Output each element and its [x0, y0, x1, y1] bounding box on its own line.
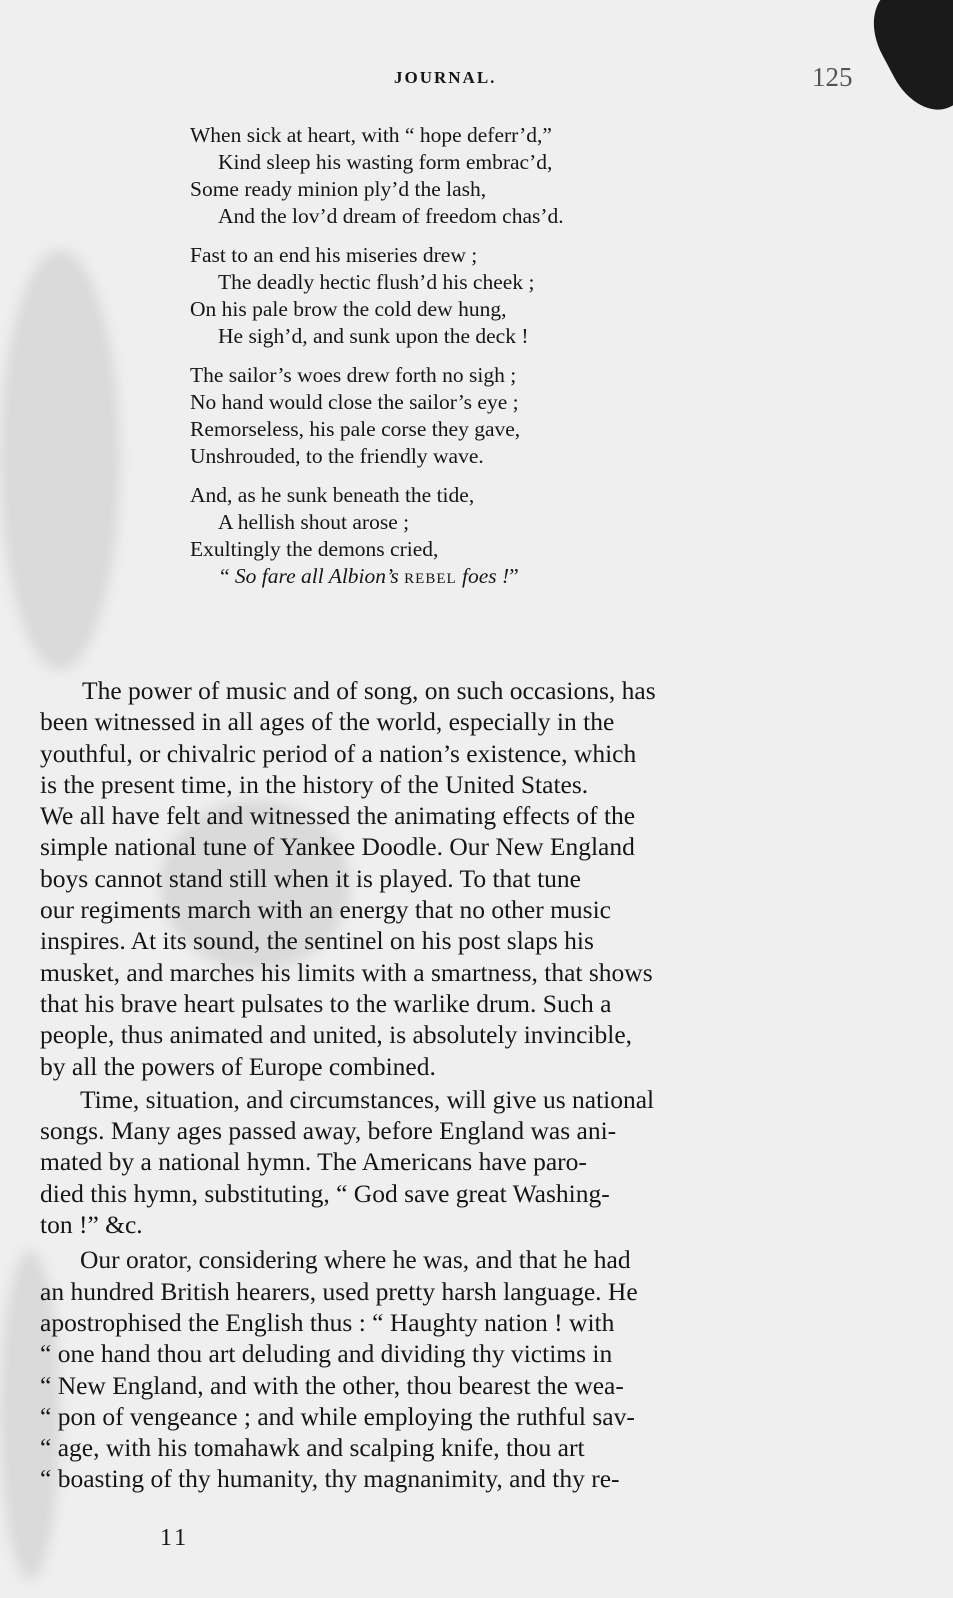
poem-line: A hellish shout arose ;	[218, 510, 410, 534]
poem-final-line	[190, 563, 750, 590]
text-line: simple national tune of Yankee Doodle. Our New England	[40, 832, 635, 862]
poem-line: Kind sleep his wasting form embrac’d,	[218, 150, 553, 174]
open-quote: “	[220, 564, 235, 588]
poem-stanza	[190, 482, 750, 590]
poem-line: The deadly hectic flush’d his cheek ;	[218, 270, 535, 294]
text-line: died this hymn, substituting, “ God save great Washing-	[40, 1178, 610, 1208]
signature-mark: 11	[160, 1525, 190, 1551]
text-line: Time, situation, and circumstances, will give us national	[80, 1084, 655, 1114]
text-line: “ boasting of thy humanity, thy magnanimity, and thy re-	[40, 1464, 620, 1494]
close-quote: ”	[509, 564, 519, 588]
paragraph	[40, 1244, 840, 1494]
poem-line: Fast to an end his miseries drew ;	[190, 243, 478, 267]
poem-line: No hand would close the sailor’s eye ;	[190, 390, 519, 414]
running-title: JOURNAL.	[394, 68, 497, 87]
text-line: inspires. At its sound, the sentinel on his post slaps his	[40, 926, 594, 956]
text-line: The power of music and of song, on such occasions, has	[82, 676, 656, 705]
text-line: musket, and marches his limits with a smartness, that shows	[40, 957, 653, 987]
page-number: 125	[812, 62, 853, 92]
prose-body	[40, 675, 840, 1495]
paragraph	[40, 675, 840, 1082]
poem-line: He sigh’d, and sunk upon the deck !	[218, 324, 529, 348]
text-line: apostrophised the English thus : “ Haughty nation ! with	[40, 1307, 615, 1337]
italic-text: So fare all Albion’s	[234, 564, 399, 588]
text-line: “ pon of vengeance ; and while employing the ruthful sav-	[40, 1401, 635, 1431]
text-line: “ age, with his tomahawk and scalping knife, thou art	[40, 1433, 585, 1463]
running-header	[0, 62, 953, 98]
text-line: people, thus animated and united, is absolutely invincible,	[40, 1020, 633, 1050]
poem-line: And, as he sunk beneath the tide,	[190, 483, 475, 507]
poem-stanza	[190, 122, 750, 230]
text-line: is the present time, in the history of the United States.	[40, 769, 589, 799]
poem-line: And the lov’d dream of freedom chas’d.	[218, 204, 564, 228]
poem-line: On his pale brow the cold dew hung,	[190, 297, 507, 321]
text-line: “ New England, and with the other, thou bearest the wea-	[40, 1370, 624, 1400]
text-line: an hundred British hearers, used pretty harsh language. He	[40, 1276, 638, 1306]
paragraph	[40, 1084, 840, 1240]
poem-line: The sailor’s woes drew forth no sigh ;	[190, 363, 517, 387]
text-line: youthful, or chivalric period of a nation’s existence, which	[40, 738, 637, 768]
poem-line: Exultingly the demons cried,	[190, 537, 439, 561]
poem-stanza	[190, 242, 750, 350]
text-line: our regiments march with an energy that no other music	[40, 895, 611, 925]
poem	[190, 122, 750, 602]
text-line: We all have felt and witnessed the animating effects of the	[40, 801, 636, 831]
poem-line: When sick at heart, with “ hope deferr’d,”	[190, 123, 552, 147]
poem-line: Unshrouded, to the friendly wave.	[190, 444, 484, 468]
italic-text: foes !	[462, 564, 510, 588]
text-line: Our orator, considering where he was, and that he had	[80, 1245, 631, 1275]
scan-smudge	[0, 250, 120, 670]
text-line: “ one hand thou art deluding and dividing thy victims in	[40, 1339, 613, 1369]
smallcaps-text: rebel	[404, 564, 457, 588]
text-line: ton !” &c.	[40, 1210, 143, 1240]
text-line: mated by a national hymn. The Americans have paro-	[40, 1147, 587, 1177]
text-line: that his brave heart pulsates to the warlike drum. Such a	[40, 988, 612, 1018]
text-line: been witnessed in all ages of the world, especially in the	[40, 707, 615, 737]
poem-stanza	[190, 362, 750, 470]
poem-line: Remorseless, his pale corse they gave,	[190, 417, 521, 441]
poem-line: Some ready minion ply’d the lash,	[190, 177, 487, 201]
text-line: boys cannot stand still when it is played. To that tune	[40, 863, 581, 893]
text-line: songs. Many ages passed away, before England was ani-	[40, 1116, 617, 1146]
page-corner-shadow	[858, 0, 953, 124]
text-line: by all the powers of Europe combined.	[40, 1051, 436, 1081]
